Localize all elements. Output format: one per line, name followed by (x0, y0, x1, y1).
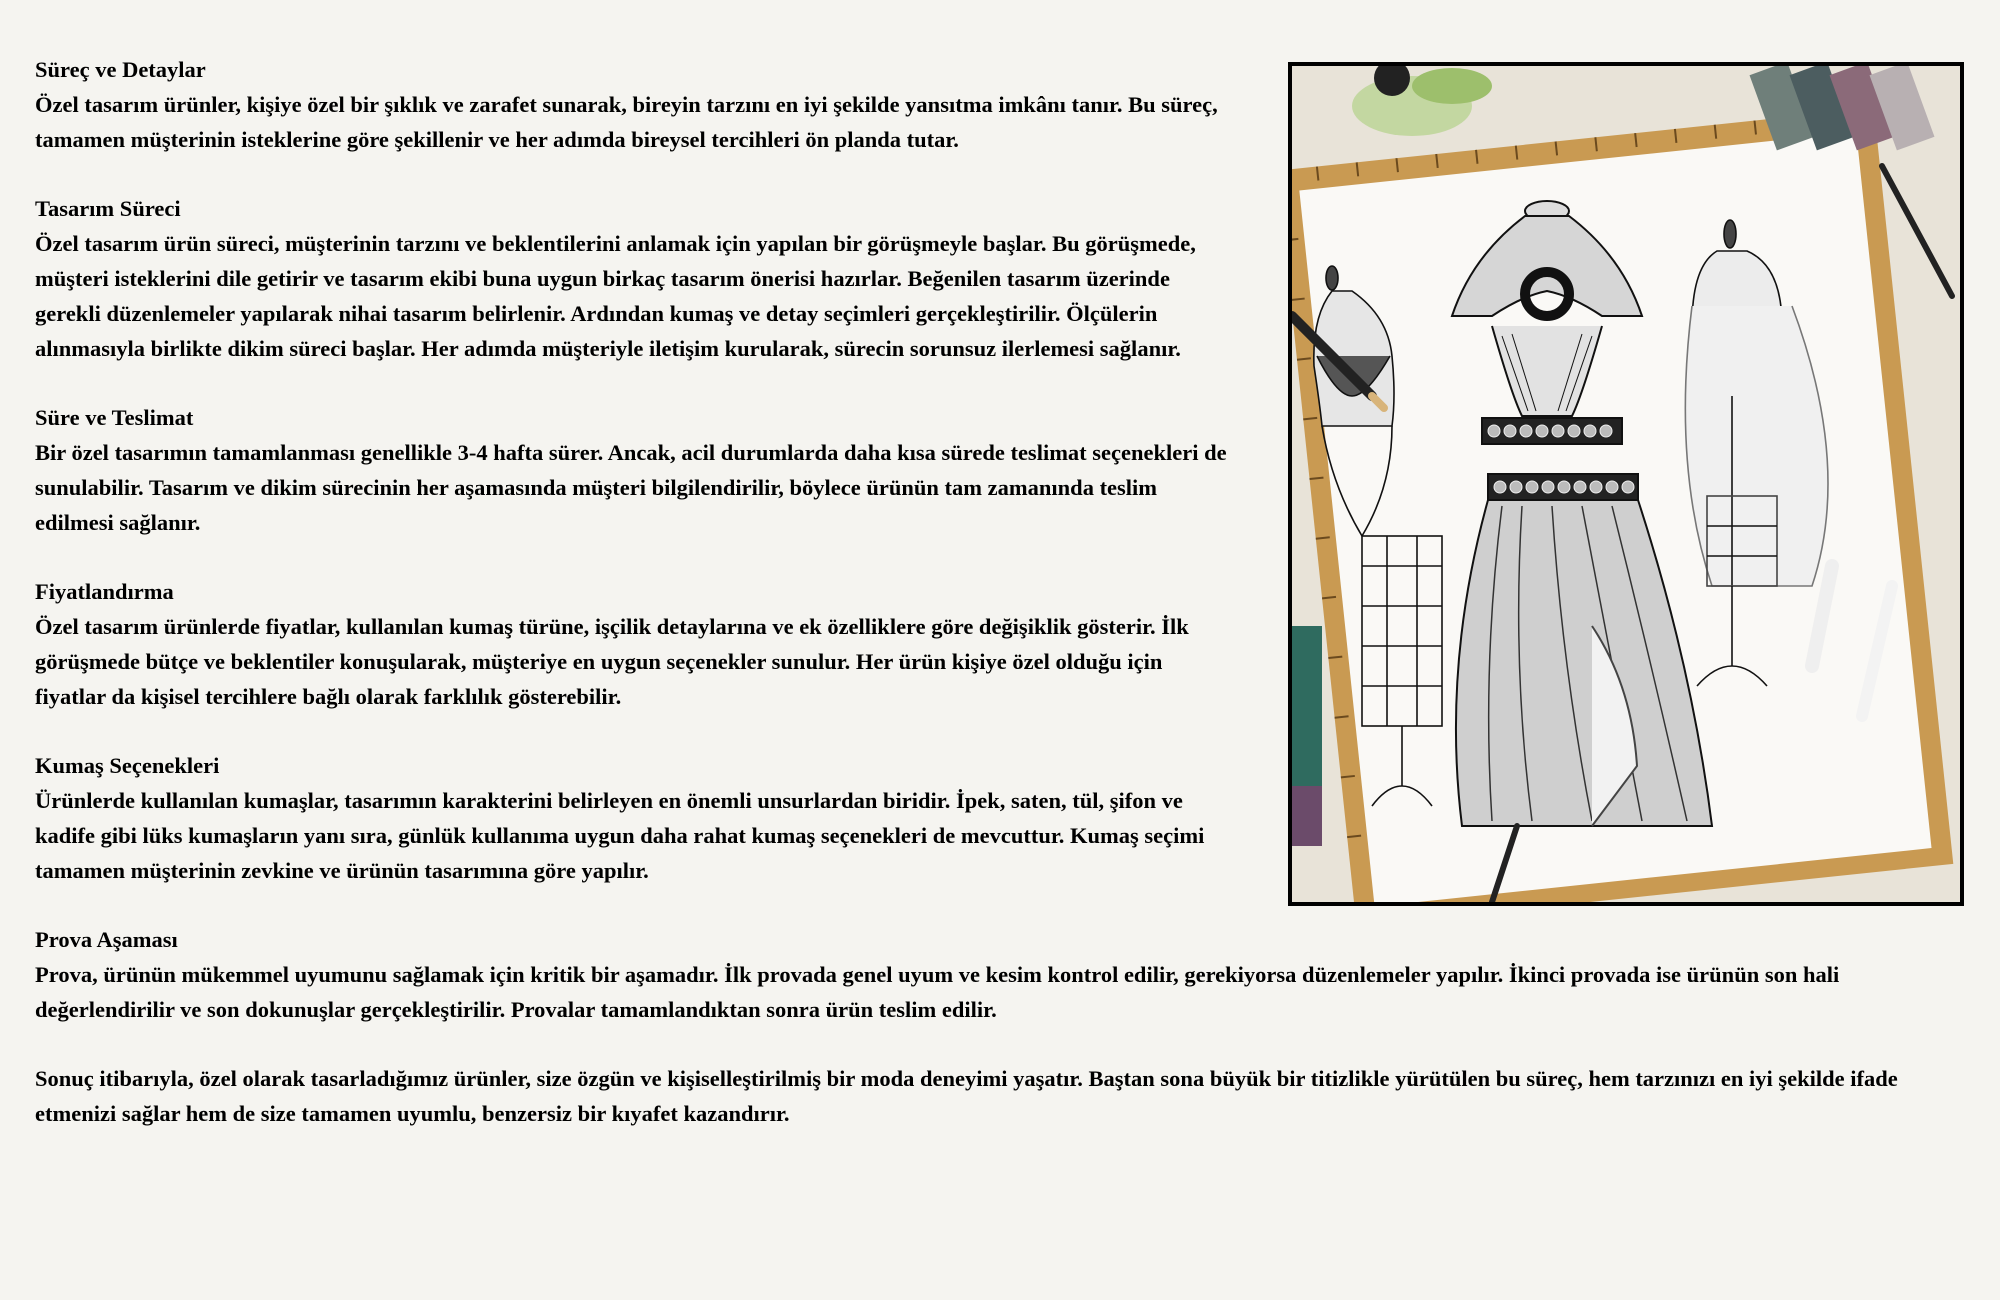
section-title: Prova Aşaması (35, 927, 178, 952)
section-conclusion (35, 1061, 1980, 1131)
section-title: Kumaş Seçenekleri (35, 753, 220, 778)
fashion-sketch-illustration (1288, 62, 1964, 906)
section-body: Özel tasarım ürünler, kişiye özel bir şıklık ve zarafet sunarak, bireyin tarzını en iyi şekilde yansıtma imkânı tanır. Bu süreç, tamamen müşterinin isteklerine göre şekillenir ve her adımda bireysel tercihleri ön planda tutar. (35, 92, 1218, 152)
section-title: Süreç ve Detaylar (35, 57, 206, 82)
section-fitting-stage (35, 922, 1980, 1027)
section-body: Bir özel tasarımın tamamlanması genellikle 3-4 hafta sürer. Ancak, acil durumlarda daha kısa sürede teslimat seçenekleri de sunulabilir. Tasarım ve dikim sürecinin her aşamasında müşteri bilgilendirilir, böylece ürünün tam zamanında teslim edilmesi sağlanır. (35, 440, 1227, 535)
section-body: Prova, ürünün mükemmel uyumunu sağlamak için kritik bir aşamadır. İlk provada genel uyum ve kesim kontrol edilir, gerekiyorsa düzenlemeler yapılır. İkinci provada ise ürünün son hali değerlendirilir ve son dokunuşlar gerçekleştirilir. Provalar tamamlandıktan sonra ürün teslim edilir. (35, 962, 1840, 1022)
conclusion-text: Sonuç itibarıyla, özel olarak tasarladığımız ürünler, size özgün ve kişiselleştirilmiş bir moda deneyimi yaşatır. Baştan sona büyük bir titizlikle yürütülen bu süreç, hem tarzınızı en iyi şekilde ifade etmenizi sağlar hem de size tamamen uyumlu, benzersiz bir kıyafet kazandırır. (35, 1066, 1898, 1126)
section-body: Özel tasarım ürünlerde fiyatlar, kullanılan kumaş türüne, işçilik detaylarına ve ek özelliklere göre değişiklik gösterir. İlk görüşmede bütçe ve beklentiler konuşularak, müşteriye en uygun seçenekler sunulur. Her ürün kişiye özel olduğu için fiyatlar da kişisel tercihlere bağlı olarak farklılık gösterebilir. (35, 614, 1189, 709)
section-body: Özel tasarım ürün süreci, müşterinin tarzını ve beklentilerini anlamak için yapılan bir görüşmeyle başlar. Bu görüşmede, müşteri isteklerini dile getirir ve tasarım ekibi buna uygun birkaç tasarım önerisi hazırlar. Beğenilen tasarım üzerinde gerekli düzenlemeler yapılarak nihai tasarım belirlenir. Ardından kumaş ve detay seçimleri gerçekleştirilir. Ölçülerin alınmasıyla birlikte dikim süreci başlar. Her adımda müşteriyle iletişim kurularak, sürecin sorunsuz ilerlemesi sağlanır. (35, 231, 1196, 361)
section-title: Fiyatlandırma (35, 579, 174, 604)
section-title: Tasarım Süreci (35, 196, 181, 221)
section-title: Süre ve Teslimat (35, 405, 194, 430)
section-body: Ürünlerde kullanılan kumaşlar, tasarımın karakterini belirleyen en önemli unsurlardan biridir. İpek, saten, tül, şifon ve kadife gibi lüks kumaşların yanı sıra, günlük kullanıma uygun daha rahat kumaş seçenekleri de mevcuttur. Kumaş seçimi tamamen müşterinin zevkine ve ürünün tasarımına göre yapılır. (35, 788, 1205, 883)
